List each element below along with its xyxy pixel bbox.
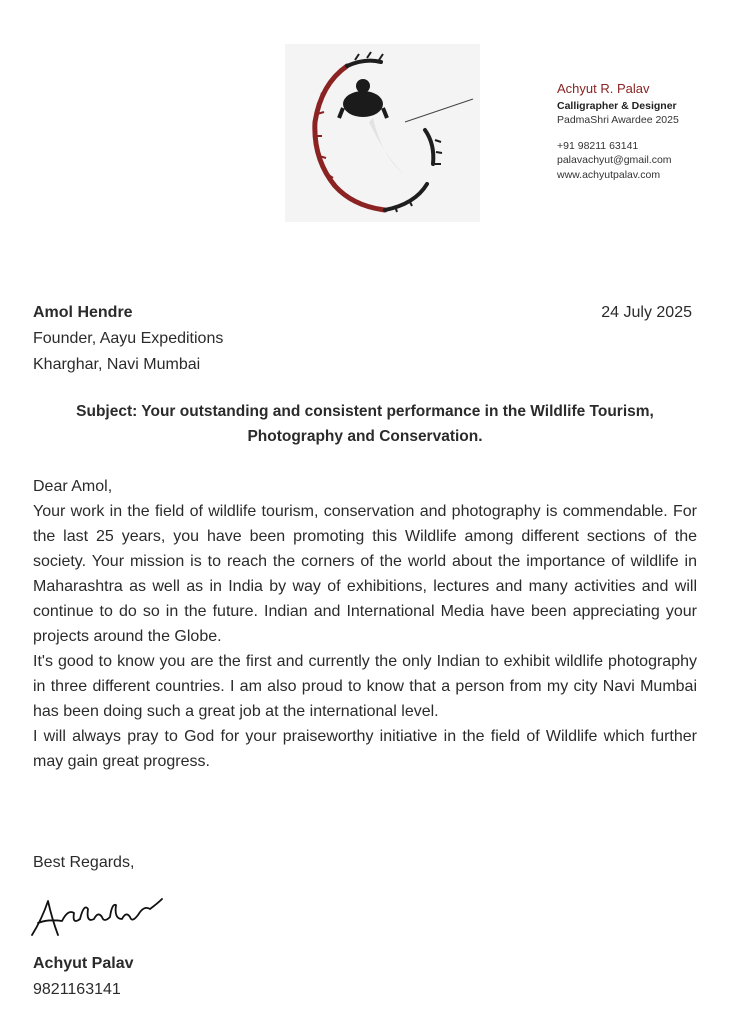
letter-body bbox=[33, 474, 697, 774]
closing: Best Regards, bbox=[33, 854, 135, 871]
signer-name: Achyut Palav bbox=[33, 955, 134, 972]
letterhead-title: Calligrapher & Designer bbox=[557, 99, 677, 112]
recipient-name: Amol Hendre bbox=[33, 304, 133, 321]
letterhead-award: PadmaShri Awardee 2025 bbox=[557, 113, 679, 126]
signer-phone: 9821163141 bbox=[33, 981, 121, 998]
letterhead-website: www.achyutpalav.com bbox=[557, 168, 661, 181]
body-paragraph-2: It's good to know you are the first and currently the only Indian to exhibit wildlife photography in three different countries. I am also proud to know that a person from my city Navi Mumbai has been doing such a great job at the international level. bbox=[33, 653, 697, 720]
handwritten-signature bbox=[28, 889, 168, 945]
letter-date: 24 July 2025 bbox=[601, 304, 692, 321]
body-paragraph-1: Your work in the field of wildlife tourism, conservation and photography is commendable. For the last 25 years, you have been promoting this Wildlife among different sections of the society. Your mission is to reach the corners of the world about the importance of wildlife in Maharashtra as well as in India by way of exhibitions, lectures and many activities and will continue to do so in the future. Indian and International Media have been appreciating your projects around the Globe. bbox=[33, 503, 697, 645]
letterhead bbox=[557, 81, 679, 182]
recipient-block bbox=[33, 300, 223, 378]
letterhead-name: Achyut R. Palav bbox=[557, 81, 650, 96]
calligraphy-logo bbox=[285, 44, 480, 222]
recipient-line1: Founder, Aayu Expeditions bbox=[33, 330, 224, 347]
body-paragraph-3: I will always pray to God for your praiseworthy initiative in the field of Wildlife which further may gain great progress. bbox=[33, 728, 697, 770]
letterhead-phone: +91 98211 63141 bbox=[557, 140, 639, 153]
signer-block bbox=[33, 951, 133, 1003]
recipient-line2: Kharghar, Navi Mumbai bbox=[33, 356, 201, 373]
signature-art bbox=[28, 889, 168, 945]
letterhead-email: palavachyut@gmail.com bbox=[557, 154, 672, 167]
salutation: Dear Amol, bbox=[33, 478, 113, 495]
letter-subject: Subject: Your outstanding and consistent performance in the Wildlife Tourism, Photography and Conservation. bbox=[76, 403, 654, 445]
calligraphy-logo-art bbox=[285, 44, 480, 222]
